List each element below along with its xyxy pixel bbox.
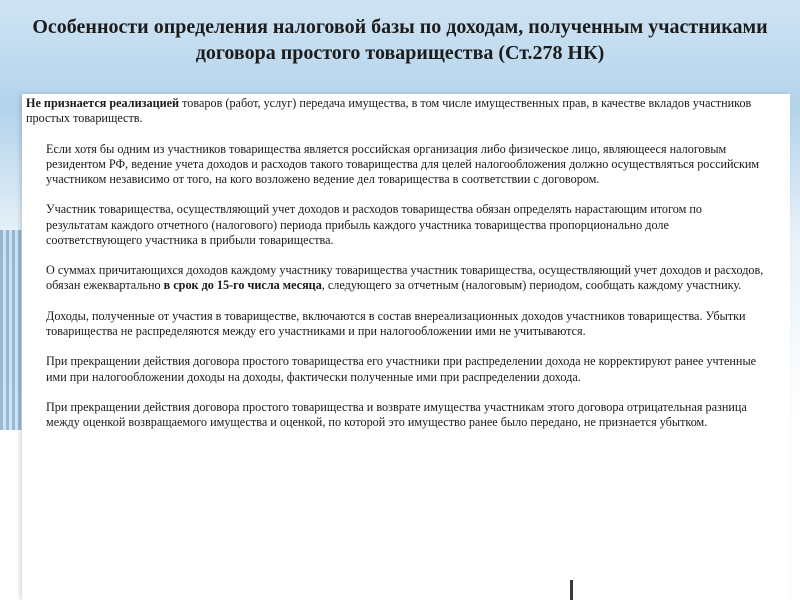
- paragraph-1-text: товаров (работ, услуг) передача имущества, в том числе имущественных прав, в качестве вкладов участников простых товариществ.: [26, 96, 752, 126]
- paragraph-1-bold: Не признается реализацией: [26, 96, 180, 110]
- paragraph-4: [26, 263, 764, 293]
- slide-body: [26, 96, 764, 446]
- paragraph-1: [26, 96, 764, 126]
- paragraph-3: Участник товарищества, осуществляющий учет доходов и расходов товарищества обязан определять нарастающим итогом по результатам каждого отчетного (налогового) периода прибыль каждого участника товарищества пропорционально доле соответствующего участника в прибыли товарищества.: [46, 202, 702, 247]
- paragraph-4-bold: в срок до 15-го числа месяца: [163, 278, 322, 293]
- paragraph-4-text-before: О суммах причитающихся доходов каждому участнику товарищества участник товарищества, осуществляющий учет доходов и расходов, обязан ежеквартально: [46, 263, 764, 293]
- paragraph-4-text-after: , следующего за отчетным (налоговым) периодом, сообщать каждому участнику.: [321, 278, 742, 293]
- paragraph-5: Доходы, полученные от участия в товариществе, включаются в состав внереализационных доходов участников товарищества. Убытки товарищества не распределяются между его участниками и при налогообложении ими не учитываются.: [46, 308, 746, 338]
- paragraph-7: При прекращении действия договора простого товарищества и возврате имущества участникам этого договора отрицательная разница между оценкой возвращаемого имущества и оценкой, по которой это имущество ранее было передано, не признается убытком.: [46, 399, 747, 430]
- building-decoration: [0, 230, 22, 430]
- paragraph-6: При прекращении действия договора простого товарищества его участники при распределении дохода не корректируют ранее учтенные ими при налогообложении доходы на доходы, фактически полученные ими при распределении дохода.: [46, 354, 757, 384]
- slide-title: Особенности определения налоговой базы по доходам, полученным участниками договора простого товарищества (Ст.278 НК): [32, 16, 768, 64]
- paragraph-2: Если хотя бы одним из участников товарищества является российская организация либо физическое лицо, являющееся налоговым резидентом РФ, ведение учета доходов и расходов такого товарищества для целей налогообложения должно осуществляться российским участником независимо от того, на кого возложено ведение дел товарищества в соответствии с договором.: [46, 141, 760, 186]
- text-cursor-mark: [570, 580, 573, 600]
